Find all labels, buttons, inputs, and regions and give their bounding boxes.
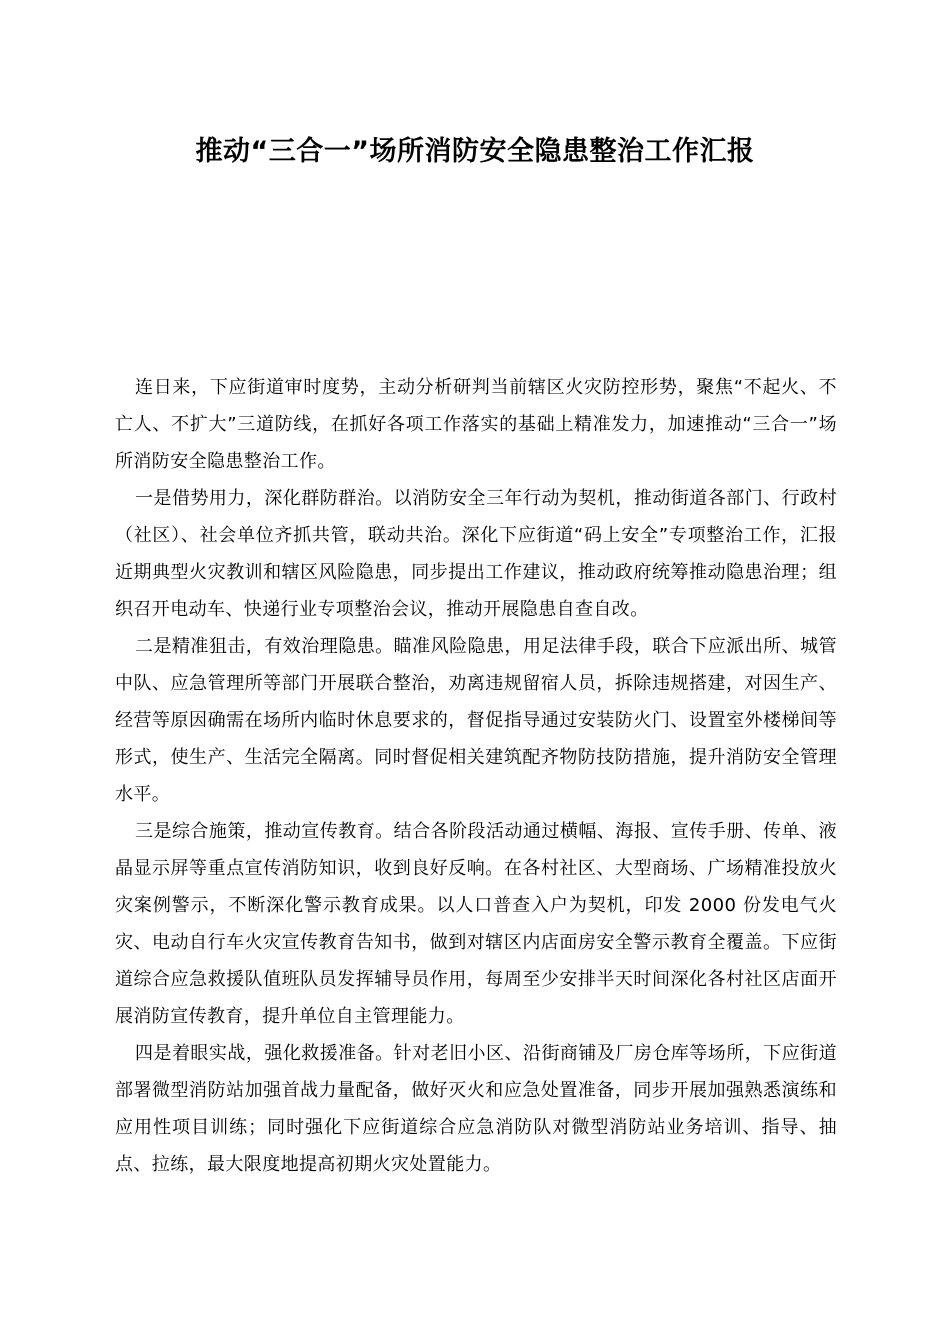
paragraph-intro: 连日来，下应街道审时度势，主动分析研判当前辖区火灾防控形势，聚焦“不起火、不亡人、不扩大”三道防线，在抓好各项工作落实的基础上精准发力，加速推动“三合一”场所消防安全隐患整治工作。 (115, 377, 837, 472)
document-title: 推动“三合一”场所消防安全隐患整治工作汇报 (195, 136, 755, 167)
paragraph-point-one: 一是借势用力，深化群防群治。以消防安全三年行动为契机，推动街道各部门、行政村（社区）、社会单位齐抓共管，联动共治。深化下应街道“码上安全”专项整治工作，汇报近期典型火灾教训和辖区风险隐患，同步提出工作建议，推动政府统筹推动隐患治理；组织召开电动车、快递行业专项整治会议，推动开展隐患自查自改。 (115, 488, 837, 620)
paragraph-point-four: 四是着眼实战，强化救援准备。针对老旧小区、沿街商铺及厂房仓库等场所，下应街道部署微型消防站加强首战力量配备，做好灭火和应急处置准备，同步开展加强熟悉演练和应用性项目训练；同时强化下应街道综合应急消防队对微型消防站业务培训、指导、抽点、拉练，最大限度地提高初期火灾处置能力。 (115, 1043, 837, 1175)
paragraph-point-three: 三是综合施策，推动宣传教育。结合各阶段活动通过横幅、海报、宣传手册、传单、液晶显示屏等重点宣传消防知识，收到良好反响。在各村社区、大型商场、广场精准投放火灾案例警示，不断深化警示教育成果。以人口普查入户为契机，印发 2000 份发电气火灾、电动自行车火灾宣传教育告知书，做到对辖区内店面房安全警示教育全覆盖。下应街道综合应急救援队值班队员发挥辅导员作用，每周至少安排半天时间深化各村社区店面开展消防宣传教育，提升单位自主管理能力。 (115, 821, 837, 1027)
document-body (115, 369, 837, 1183)
paragraph-point-two: 二是精准狙击，有效治理隐患。瞄准风险隐患，用足法律手段，联合下应派出所、城管中队、应急管理所等部门开展联合整治，劝离违规留宿人员，拆除违规搭建，对因生产、经营等原因确需在场所内临时休息要求的，督促指导通过安装防火门、设置室外楼梯间等形式，使生产、生活完全隔离。同时督促相关建筑配齐物防技防措施，提升消防安全管理水平。 (115, 636, 837, 805)
